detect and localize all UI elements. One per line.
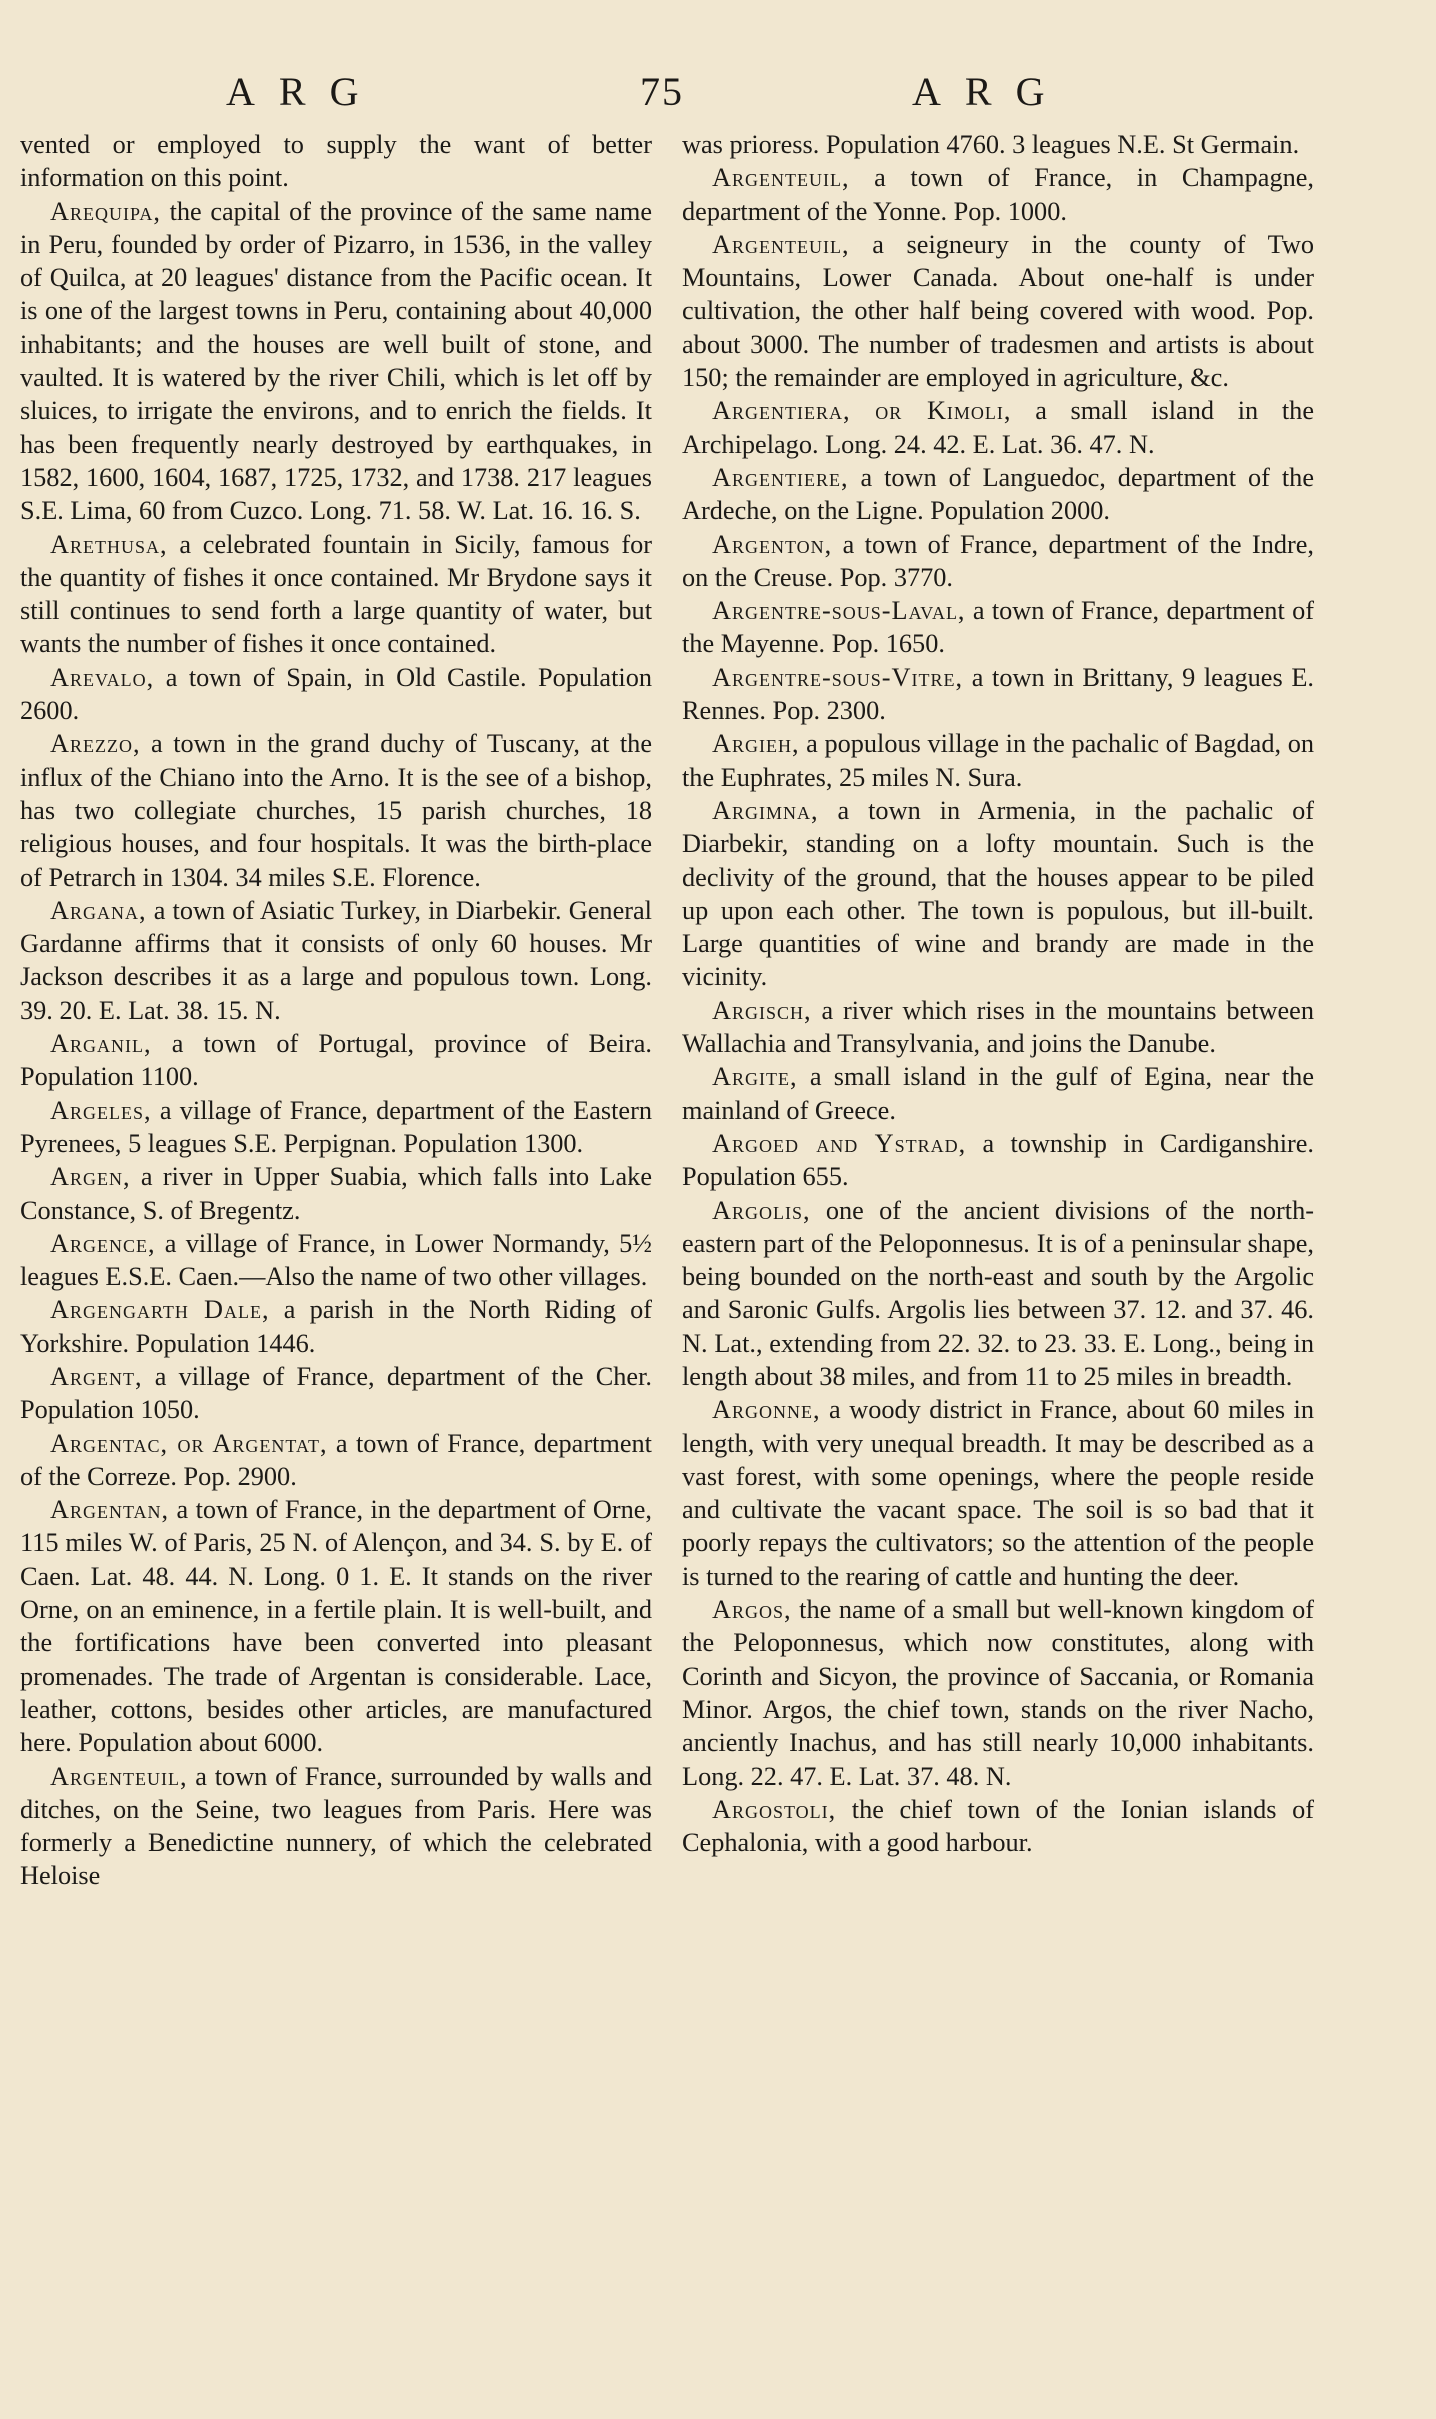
entry-text: a town in the grand duchy of Tuscany, at the influx of the Chiano into the Arno. It is the see of a bishop, has two collegiate churches, 15 parish churches, 18 religious houses, and four hospitals. It was the birth-place of Petrarch in 1304. 34 miles S.E. Florence. (20, 729, 652, 892)
entry-headword: Arevalo, (50, 662, 155, 692)
gazetteer-entry (20, 1160, 652, 1227)
page-number: 75 (640, 69, 684, 114)
gazetteer-entry (682, 1393, 1314, 1593)
entry-headword: Argenton, (712, 529, 833, 559)
entry-headword: Argengarth Dale, (50, 1295, 270, 1325)
gazetteer-entry (682, 528, 1314, 595)
entry-headword: Argimna, (712, 795, 819, 825)
entry-text: a town of France, department of the Mayenne. Pop. 1650. (682, 596, 1314, 659)
entry-headword: Argieh, (712, 729, 800, 759)
gazetteer-entry (20, 1427, 652, 1494)
entry-headword: Argos, (712, 1595, 792, 1625)
entry-headword: Argentac, or Argentat, (50, 1428, 328, 1458)
entry-headword: Argenteuil, (712, 163, 850, 193)
entry-continuation (20, 128, 652, 195)
entry-text: a town of Portugal, province of Beira. Population 1100. (20, 1029, 652, 1092)
gazetteer-entry (682, 461, 1314, 528)
entry-text: the capital of the province of the same name in Peru, founded by order of Pizarro, in 1536, in the valley of Quilca, at 20 leagues' distance from the Pacific ocean. It is one of the largest towns in Peru, containing about 40,000 inhabitants; and the houses are well built of stone, and vaulted. It is watered by the river Chili, which is let off by sluices, to irrigate the environs, and to enrich the fields. It has been frequently nearly destroyed by earthquakes, in 1582, 1600, 1604, 1687, 1725, 1732, and 1738. 217 leagues S.E. Lima, 60 from Cuzco. Long. 71. 58. W. Lat. 16. 16. S. (20, 196, 652, 526)
entry-text: a village of France, department of the Eastern Pyrenees, 5 leagues S.E. Perpignan. Population 1300. (20, 1095, 652, 1158)
entry-text: a town of France, in Champagne, department of the Yonne. Pop. 1000. (682, 163, 1314, 226)
entry-text: a town of France, in the department of Orne, 115 miles W. of Paris, 25 N. of Alençon, and 34. S. by E. of Caen. Lat. 48. 44. N. Long. 0 1. E. It stands on the river Orne, on an eminence, in a fertile plain. It is well-built, and the fortifications have been converted into pleasant promenades. The trade of Argentan is considerable. Lace, leather, cottons, besides other articles, are manufactured here. Population about 6000. (20, 1495, 652, 1758)
gazetteer-entry (682, 1127, 1314, 1194)
gazetteer-entry (682, 661, 1314, 728)
gazetteer-entry (20, 661, 652, 728)
entry-headword: Argentre-sous-Laval, (712, 596, 966, 626)
gazetteer-entry (682, 794, 1314, 994)
gazetteer-entry (20, 1227, 652, 1294)
entry-headword: Argence, (50, 1228, 156, 1258)
gazetteer-entry (682, 727, 1314, 794)
entry-text: a river which rises in the mountains between Wallachia and Transylvania, and joins the Danube. (682, 995, 1314, 1059)
gazetteer-entry (20, 1094, 652, 1161)
running-header (0, 68, 1436, 118)
gazetteer-entry (682, 161, 1314, 228)
left-column (20, 128, 652, 1893)
entry-headword: Argent, (50, 1361, 143, 1391)
gazetteer-entry (682, 1194, 1314, 1394)
gazetteer-entry (20, 1360, 652, 1427)
gazetteer-entry (20, 1027, 652, 1094)
gazetteer-entry (682, 594, 1314, 661)
header-left-keyword: ARG (226, 69, 383, 114)
entry-text: a town of France, department of the Indre, on the Creuse. Pop. 3770. (682, 529, 1314, 592)
gazetteer-entry (682, 228, 1314, 394)
entry-text: a town of Spain, in Old Castile. Population 2600. (20, 662, 652, 726)
entry-text: the name of a small but well-known kingdom of the Peloponnesus, which now constitutes, along with Corinth and Sicyon, the province of Saccania, or Romania Minor. Argos, the chief town, stands on the river Nacho, anciently Inachus, and has still nearly 10,000 inhabitants. Long. 22. 47. E. Lat. 37. 48. N. (682, 1595, 1314, 1791)
right-column (682, 128, 1314, 1859)
entry-headword: Argostoli, (712, 1794, 837, 1824)
gazetteer-entry (20, 528, 652, 661)
entry-text: vented or employed to supply the want of better information on this point. (20, 130, 652, 193)
entry-headword: Argolis, (712, 1195, 811, 1225)
entry-text: a celebrated fountain in Sicily, famous for the quantity of fishes it once contained. Mr Brydone says it still continues to send forth a large quantity of water, but wants the number of fishes it once contained. (20, 529, 652, 659)
entry-text: a seigneury in the county of Two Mountains, Lower Canada. About one-half is under cultivation, the other half being covered with wood. Pop. about 3000. The number of tradesmen and artists is about 150; the remainder are employed in agriculture, &c. (682, 229, 1314, 393)
entry-text: a town of Asiatic Turkey, in Diarbekir. General Gardanne affirms that it consists of only 60 houses. Mr Jackson describes it as a large and populous town. Long. 39. 20. E. Lat. 38. 15. N. (20, 895, 652, 1025)
gazetteer-entry (682, 1060, 1314, 1127)
entry-text: a town of France, surrounded by walls and ditches, on the Seine, two leagues from Paris. Here was formerly a Benedictine nunnery, of which the celebrated Heloise (20, 1761, 652, 1891)
entry-headword: Argisch, (712, 995, 812, 1025)
entry-text: a town of France, department of the Correze. Pop. 2900. (20, 1428, 652, 1491)
gazetteer-entry (20, 894, 652, 1027)
entry-headword: Argen, (50, 1162, 131, 1192)
entry-headword: Arezzo, (50, 729, 141, 759)
entry-headword: Argentiere, (712, 462, 849, 492)
gazetteer-entry (20, 1293, 652, 1360)
entry-text: a woody district in France, about 60 miles in length, with very unequal breadth. It may be described as a vast forest, with some openings, where the people reside and cultivate the vacant space. The soil is so bad that it poorly repays the cultivators; so the attention of the people is turned to the rearing of cattle and hunting the deer. (682, 1395, 1314, 1591)
entry-headword: Argenteuil, (50, 1761, 188, 1791)
entry-headword: Arganil, (50, 1029, 152, 1059)
entry-text: one of the ancient divisions of the north-eastern part of the Peloponnesus. It is of a peninsular shape, being bounded on the north-east and south by the Argolic and Saronic Gulfs. Argolis lies between 37. 12. and 37. 46. N. Lat., extending from 22. 32. to 23. 33. E. Long., being in length about 38 miles, and from 11 to 25 miles in breadth. (682, 1195, 1314, 1391)
entry-text: a small island in the Archipelago. Long. 24. 42. E. Lat. 36. 47. N. (682, 396, 1314, 459)
entry-headword: Argite, (712, 1062, 798, 1092)
entry-headword: Argana, (50, 895, 147, 925)
entry-headword: Argenteuil, (712, 229, 850, 259)
entry-headword: Argentiera, or Kimoli, (712, 396, 1012, 426)
gazetteer-entry (682, 1793, 1314, 1860)
entry-text: was prioress. Population 4760. 3 leagues N.E. St Germain. (682, 130, 1300, 159)
entry-headword: Argeles, (50, 1095, 152, 1125)
entry-text: a town of Languedoc, department of the Ardeche, on the Ligne. Population 2000. (682, 462, 1314, 526)
entry-text: the chief town of the Ionian islands of Cephalonia, with a good harbour. (682, 1794, 1314, 1858)
gazetteer-entry (20, 195, 652, 528)
entry-headword: Argoed and Ystrad, (712, 1128, 967, 1158)
entry-text: a town in Brittany, 9 leagues E. Rennes. Pop. 2300. (682, 662, 1314, 726)
entry-headword: Arequipa, (50, 196, 161, 226)
entry-text: a parish in the North Riding of Yorkshire. Population 1446. (20, 1295, 652, 1358)
entry-text: a village of France, in Lower Normandy, 5½ leagues E.S.E. Caen.—Also the name of two other villages. (20, 1228, 652, 1292)
gazetteer-entry (20, 1493, 652, 1759)
entry-text: a village of France, department of the Cher. Population 1050. (20, 1361, 652, 1425)
gazetteer-entry (682, 394, 1314, 461)
gazetteer-entry (20, 727, 652, 893)
gazetteer-entry (682, 1593, 1314, 1793)
entry-text: a township in Cardiganshire. Population 655. (682, 1128, 1315, 1192)
entry-headword: Arethusa, (50, 529, 168, 559)
entry-text: a small island in the gulf of Egina, near the mainland of Greece. (682, 1062, 1314, 1125)
gazetteer-entry (20, 1760, 652, 1893)
entry-text: a river in Upper Suabia, which falls into Lake Constance, S. of Bregentz. (20, 1162, 652, 1225)
gazetteer-entry (682, 994, 1314, 1061)
entry-text: a town in Armenia, in the pachalic of Diarbekir, standing on a lofty mountain. Such is the declivity of the ground, that the houses appear to be piled up upon each other. The town is populous, but ill-built. Large quantities of wine and brandy are made in the vicinity. (682, 795, 1314, 992)
entry-headword: Argentan, (50, 1495, 170, 1525)
entry-continuation (682, 128, 1314, 161)
entry-headword: Argentre-sous-Vitre, (712, 662, 964, 692)
entry-headword: Argonne, (712, 1395, 821, 1425)
header-right-keyword: ARG (912, 69, 1069, 114)
entry-text: a populous village in the pachalic of Bagdad, on the Euphrates, 25 miles N. Sura. (682, 729, 1314, 792)
